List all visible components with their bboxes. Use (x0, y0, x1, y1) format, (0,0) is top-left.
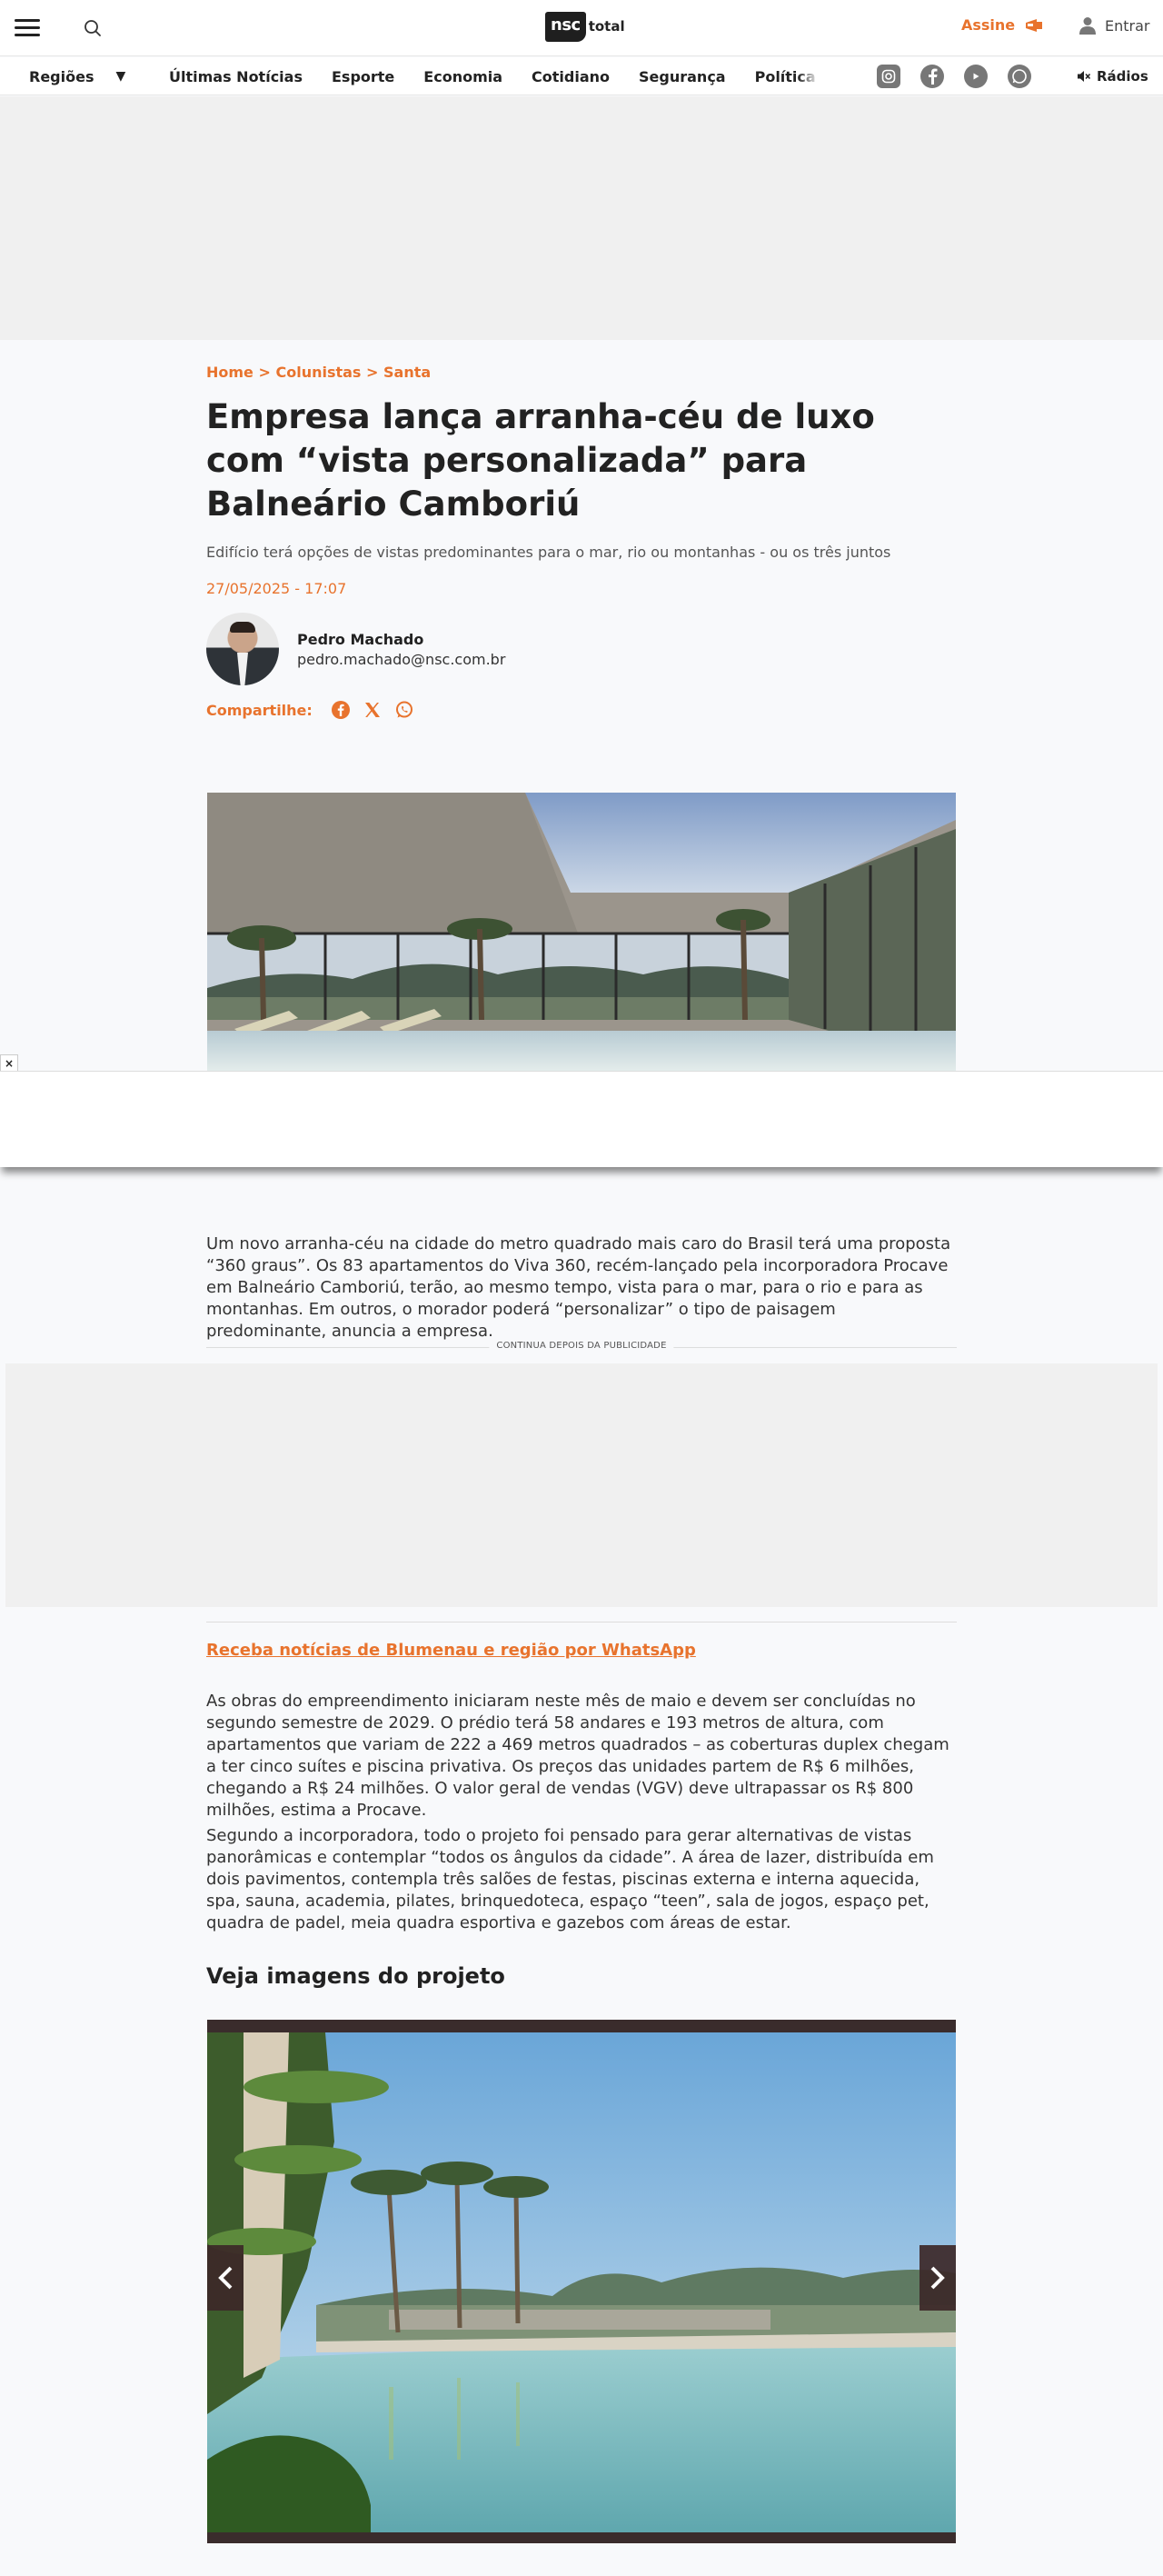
gallery-heading: Veja imagens do projeto (206, 1963, 505, 1989)
article-title: Empresa lança arranha-céu de luxo com “vista personalizada” para Balneário Camboriú (206, 397, 875, 524)
nav-item-economia[interactable]: Economia (423, 67, 503, 85)
breadcrumb-colunistas[interactable]: Colunistas (275, 364, 362, 381)
nav-item-politica[interactable]: Política (754, 67, 816, 85)
chevron-right-icon (929, 2265, 947, 2291)
user-icon (1079, 16, 1096, 35)
share-facebook-icon[interactable] (331, 700, 351, 720)
author-email[interactable]: pedro.machado@nsc.com.br (297, 651, 506, 668)
whatsapp-cta (206, 1641, 957, 1660)
nav-item-ultimas-noticias[interactable]: Últimas Notícias (169, 67, 303, 85)
logo-box: nsc (545, 12, 586, 42)
share-bar (206, 700, 957, 720)
share-label: Compartilhe: (206, 701, 313, 719)
whatsapp-link[interactable]: Receba notícias de Blumenau e região por WhatsApp (206, 1641, 696, 1660)
hero-image[interactable] (207, 793, 956, 1071)
chevron-left-icon (216, 2265, 234, 2291)
search-icon[interactable] (82, 17, 104, 39)
gallery-image[interactable] (207, 2032, 956, 2532)
entrar-button[interactable] (1079, 16, 1149, 35)
speaker-muted-icon (1077, 69, 1091, 84)
breadcrumb-separator: > (366, 364, 379, 381)
ad-banner-top[interactable] (0, 96, 1163, 340)
nav-item-regioes[interactable] (29, 68, 145, 85)
breadcrumb (206, 364, 957, 381)
author-block (206, 613, 957, 687)
youtube-icon[interactable] (964, 65, 988, 88)
article-paragraph: As obras do empreendimento iniciaram neste mês de maio e devem ser concluídas no segundo semestre de 2029. O prédio terá 58 andares e 193 metros de altura, com apartamentos que variam de 222 a 469 metros quadrados – as coberturas duplex chegam a ter cinco suítes e piscina privativa. Os preços das unidades partem de R$ 6 milhões, chegando a R$ 24 milhões. O valor geral de vendas (VGV) deve ultrapassar os R$ 800 milhões, estima a Procave. (206, 1692, 949, 1820)
article-date: 27/05/2025 - 17:07 (206, 580, 347, 597)
assine-label: Assine (961, 16, 1016, 34)
breadcrumb-home[interactable]: Home (206, 364, 253, 381)
ad-notice (206, 1341, 957, 1353)
gallery-next-button[interactable] (919, 2245, 956, 2311)
radios-label: Rádios (1097, 68, 1148, 85)
top-header (0, 0, 1163, 56)
radios-button[interactable] (1077, 68, 1148, 85)
whatsapp-icon[interactable] (1008, 65, 1031, 88)
share-whatsapp-icon[interactable] (394, 700, 414, 720)
author-name[interactable]: Pedro Machado (297, 631, 424, 648)
ad-banner-middle[interactable] (5, 1363, 1158, 1607)
article-paragraph: Segundo a incorporadora, todo o projeto foi pensado para gerar alternativas de vistas panorâmicas e contemplar “todos os ângulos da cidade”. A área de lazer, distribuída em dois pavimentos, contempla três salões de festas, piscinas externa e interna aquecida, spa, sauna, academia, pilates, brinquedoteca, espaço “teen”, sala de jogos, espaço pet, quadra de padel, meia quadra esportiva e gazebos com áreas de estar. (206, 1826, 934, 1932)
nsc-total-logo[interactable] (545, 9, 625, 44)
author-avatar[interactable] (206, 613, 279, 685)
menu-icon[interactable] (15, 19, 40, 37)
main-nav (0, 57, 1163, 95)
gallery-prev-button[interactable] (207, 2245, 244, 2311)
nav-item-cotidiano[interactable]: Cotidiano (532, 67, 611, 85)
logo-word: total (588, 18, 625, 35)
facebook-icon[interactable] (920, 65, 944, 88)
dropdown-arrow-icon: ▼ (115, 69, 126, 84)
breadcrumb-santa[interactable]: Santa (383, 364, 432, 381)
entrar-label: Entrar (1105, 16, 1150, 35)
sticky-ad-close-button[interactable]: × (0, 1054, 18, 1073)
megaphone-icon (1024, 18, 1044, 33)
nav-item-label: Regiões (29, 67, 94, 85)
assine-button[interactable] (961, 16, 1044, 34)
share-x-icon[interactable] (363, 701, 382, 719)
ad-notice-text: CONTINUA DEPOIS DA PUBLICIDADE (489, 1341, 673, 1351)
instagram-icon[interactable] (877, 65, 900, 88)
sticky-ad-banner[interactable] (0, 1071, 1163, 1167)
article-paragraph: Um novo arranha-céu na cidade do metro quadrado mais caro do Brasil terá uma proposta “360 graus”. Os 83 apartamentos do Viva 360, recém-lançado pela incorporadora Procave em Balneário Camboriú, terão, ao mesmo tempo, vista para o mar, para o rio e para as montanhas. Em outros, o morador poderá “personalizar” o tipo de paisagem predominante, anuncia a empresa. (206, 1234, 951, 1341)
breadcrumb-separator: > (258, 364, 271, 381)
article-subtitle: Edifício terá opções de vistas predominantes para o mar, rio ou montanhas - ou os três juntos (206, 544, 891, 561)
image-gallery (207, 2020, 956, 2543)
nav-item-esporte[interactable]: Esporte (331, 67, 395, 85)
nav-item-seguranca[interactable]: Segurança (639, 67, 726, 85)
